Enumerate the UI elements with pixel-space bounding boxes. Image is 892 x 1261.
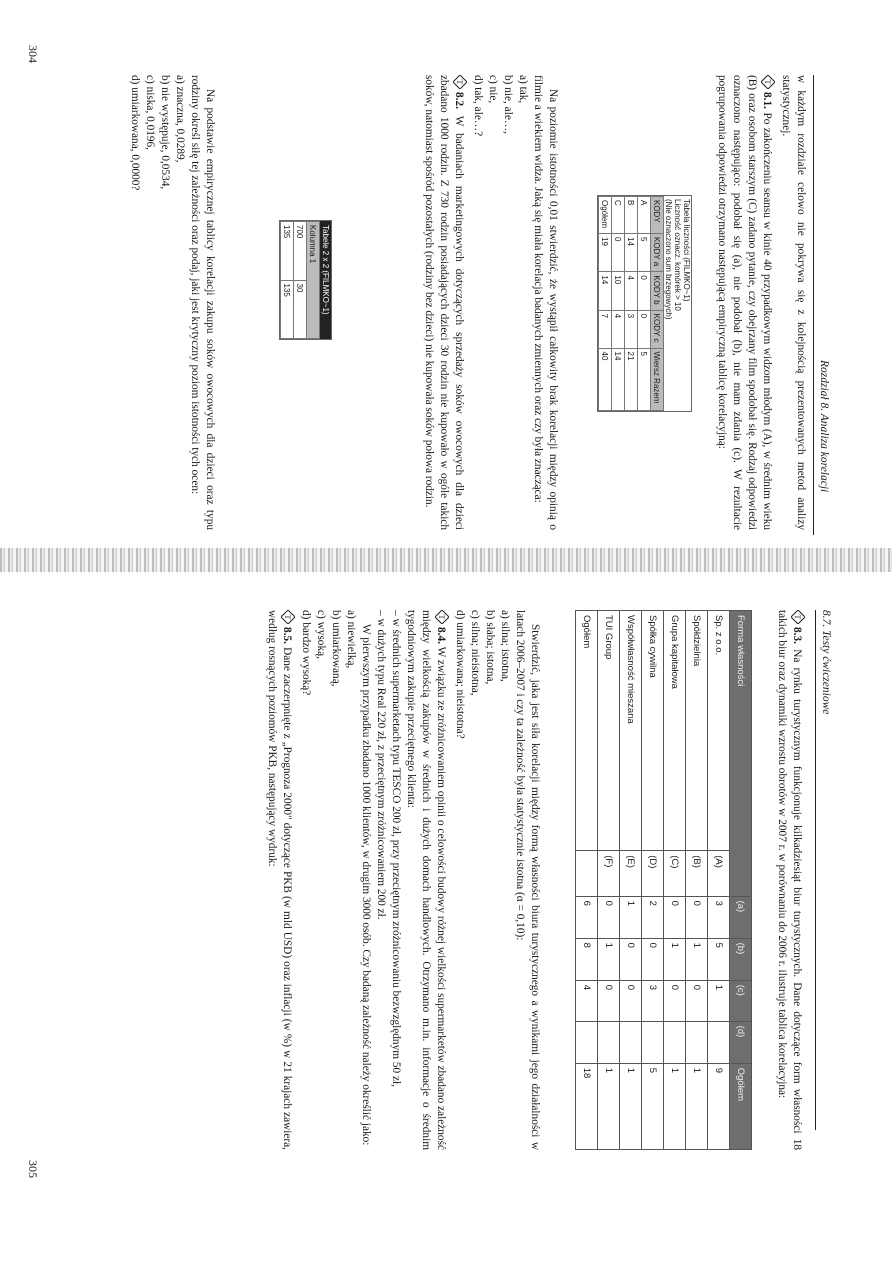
table-cell: (D) bbox=[642, 851, 664, 896]
table-cell: 0 bbox=[638, 272, 651, 310]
table-cell: (F) bbox=[598, 851, 620, 896]
table-cell: 4 bbox=[576, 980, 598, 1021]
bullet-item: – w dużych typu Real 220 zł, z przeciętnym zróżnicowaniem 200 zł. bbox=[375, 610, 387, 920]
exercise-8-2 bbox=[421, 75, 467, 530]
option: c) wysoką, bbox=[315, 610, 327, 659]
table-header-cell: Forma własności bbox=[730, 611, 752, 897]
table-cell: 3 bbox=[708, 896, 730, 938]
table-cell: 0 bbox=[664, 980, 686, 1021]
table-cell: Grupa kapitałowa bbox=[664, 611, 686, 851]
exercise-text-continued: W pierwszym przypadku zbadano 1000 klientów, w drugim 3000 osób. Czy badaną zależność należy określić jako: bbox=[360, 624, 372, 1146]
table-cell: 0 bbox=[598, 980, 620, 1021]
table-header-cell: (a) bbox=[730, 896, 752, 938]
table-cell: 1 bbox=[686, 938, 708, 980]
table-cell bbox=[576, 851, 598, 896]
exercise-text: Na rynku turystycznym funkcjonuje kilkadziesiąt biur turystycznych. Dane dotyczące form własności 18 takich biur oraz dynamiki wzrostu obrotów w 2007 r. w porównaniu do 2006 r. ilustruje tablica korelacyjna: bbox=[776, 610, 803, 1150]
table-cell bbox=[686, 1021, 708, 1063]
exercise-marker-icon bbox=[435, 610, 449, 624]
table-cell: Spółka cywilna bbox=[642, 611, 664, 851]
table-cell: 2 bbox=[642, 896, 664, 938]
table-cell: A bbox=[638, 197, 651, 234]
option: a) silna; istotna, bbox=[499, 610, 511, 682]
table-cell: 1 bbox=[686, 1063, 708, 1149]
exercise-text: Dane zaczerpnięte z „Prognoza 2000" dotyczące PKB (w mld USD) oraz inflacji (w %) w 21 krajach zawiera, według rosnących poziomów PKB, następujący wydruk: bbox=[266, 610, 293, 1151]
table-cell: 0 bbox=[620, 980, 642, 1021]
table-cell bbox=[708, 1021, 730, 1063]
table-cell: 1 bbox=[664, 938, 686, 980]
table-cell bbox=[598, 1021, 620, 1063]
table-header-cell: (c) bbox=[730, 980, 752, 1021]
table-cell: 18 bbox=[576, 1063, 598, 1149]
table-header-cell: (d) bbox=[730, 1021, 752, 1063]
left-text-column-lower bbox=[421, 75, 560, 530]
table-cell: 0 bbox=[612, 234, 625, 272]
exercise-marker-icon bbox=[761, 75, 775, 89]
option: d) tak, ale…? bbox=[472, 75, 484, 137]
table-row bbox=[598, 611, 620, 1150]
exercise-marker-icon bbox=[281, 610, 295, 624]
table-header-cell: KODY a bbox=[651, 234, 664, 272]
two-by-two-table-window bbox=[279, 220, 332, 340]
table-cell: 8 bbox=[576, 938, 598, 980]
table-cell: 14 bbox=[599, 272, 612, 310]
table-cell: 135 bbox=[281, 280, 294, 339]
table-cell: 1 bbox=[598, 938, 620, 980]
table-header-cell: Ogółem bbox=[730, 1063, 752, 1149]
table-cell: 40 bbox=[599, 348, 612, 411]
table-note: (Nie oznaczono sum brzegowych) bbox=[664, 199, 673, 320]
exercise-marker-icon bbox=[791, 610, 805, 624]
exercise-text: W związku ze zróżnicowaniem opinii o celowości budowy różnej wielkości supermarketów zbadano zależność między wielkością zakupów w średnich i dużych domach handlowych. Otrzymano m.in. informacje o średnim tygodniowym zakupie przeciętnego klienta: bbox=[405, 610, 447, 1150]
left-text-column bbox=[714, 75, 808, 530]
table-cell: 0 bbox=[664, 896, 686, 938]
option: b) umiarkowaną, bbox=[330, 610, 342, 687]
table-cell: 7 bbox=[599, 310, 612, 348]
option: d) umiarkowana; nieistotna? bbox=[454, 610, 466, 739]
table-header-cell: Wiersz Razem bbox=[651, 348, 664, 411]
table-cell: (C) bbox=[664, 851, 686, 896]
table-cell: (E) bbox=[620, 851, 642, 896]
exercise-number: 8.4. bbox=[435, 627, 447, 644]
option: a) niewielką, bbox=[345, 610, 357, 669]
table-cell: 30 bbox=[294, 280, 307, 339]
table-cell: 1 bbox=[598, 1063, 620, 1149]
exercise-marker-icon bbox=[453, 75, 467, 89]
table-header-cell: KODY b bbox=[651, 272, 664, 310]
exercise-number: 8.2. bbox=[453, 92, 465, 109]
table-cell: C bbox=[612, 197, 625, 234]
table-cell: 0 bbox=[642, 938, 664, 980]
question-8-2: Na podstawie empirycznej tablicy korelacji zakupu soków owocowych dla dzieci oraz typu rodziny określ siłę tej zależności oraz podaj, jaki jest krytyczny poziom istotności tych ocen: bbox=[189, 75, 216, 530]
exercise-text: W badaniach marketingowych dotyczących sprzedaży soków owocowych dla dzieci zbadano 1000 rodzin. Z 730 rodzin posiadających dzieci 30 rodzin nie kupowało w ogóle takich soków, natomiast spośród pozostałych (rodziny bez dzieci) nie kupowała soków połowa rodzin. bbox=[423, 75, 465, 530]
table-cell: Ogółem bbox=[599, 197, 612, 234]
option: d) bardzo wysoką? bbox=[300, 610, 312, 696]
table-header-cell: (b) bbox=[730, 938, 752, 980]
table-cell: 4 bbox=[612, 310, 625, 348]
table-header-cell: KODY bbox=[651, 197, 664, 234]
table-cell: 5 bbox=[642, 1063, 664, 1149]
option: b) nie, ale…, bbox=[502, 75, 514, 134]
table-header-cell: KODY c bbox=[651, 310, 664, 348]
table-cell: TUI Group bbox=[598, 611, 620, 851]
table-cell: 0 bbox=[686, 980, 708, 1021]
exercise-8-3 bbox=[774, 610, 805, 1150]
table-row bbox=[708, 611, 730, 1150]
header-rule bbox=[813, 75, 814, 535]
table-cell bbox=[576, 1021, 598, 1063]
table-cell: 19 bbox=[599, 234, 612, 272]
running-header: Rozdział 8. Analiza korelacji bbox=[818, 360, 830, 493]
exercise-text: Po zakończeniu seansu w kinie 40 przypadkowym widzom młodym (A), w średnim wieku (B) oraz osobom starszym (C) zadano pytanie, czy obejrzany film spodobał się. Rodzaj odpowiedzi oznaczono następująco: podobał się (a), nie podobał (b), nie mam zdania (c). W rezultacie pogrupowania odpowiedzi otrzymano następującą empiryczną tablicę korelacyjną: bbox=[716, 75, 773, 530]
table-cell: 5 bbox=[638, 234, 651, 272]
svg-text:T: T bbox=[793, 614, 802, 620]
svg-text:T: T bbox=[763, 79, 772, 85]
table-cell bbox=[664, 1021, 686, 1063]
exercise-8-1 bbox=[714, 75, 775, 530]
right-text-column bbox=[774, 610, 808, 1150]
table-title: Tabela liczności (FILMKO~1) bbox=[682, 199, 691, 302]
table-cell: Ogółem bbox=[576, 611, 598, 851]
exercise-8-4 bbox=[403, 610, 449, 1150]
svg-text:T: T bbox=[283, 614, 292, 620]
table-row bbox=[612, 197, 625, 411]
table-cell: 5 bbox=[638, 348, 651, 411]
table-cell: 14 bbox=[612, 348, 625, 411]
exercise-number: 8.5. bbox=[281, 627, 293, 644]
table-cell: 1 bbox=[708, 980, 730, 1021]
option: b) nie występuje, 0,0534, bbox=[159, 75, 171, 190]
table-cell: 3 bbox=[642, 980, 664, 1021]
table-row bbox=[686, 611, 708, 1150]
table-cell: 1 bbox=[664, 1063, 686, 1149]
exercise-number: 8.1. bbox=[761, 92, 773, 109]
table-cell: 4 bbox=[625, 272, 638, 310]
table-cell: Spółdzielnia bbox=[686, 611, 708, 851]
table-cell: 0 bbox=[638, 310, 651, 348]
table-cell: 0 bbox=[686, 896, 708, 938]
table-cell: 0 bbox=[620, 938, 642, 980]
table-cell: 135 bbox=[281, 222, 294, 281]
table-cell: Współwłasność mieszana bbox=[620, 611, 642, 851]
option: b) słaba; istotna, bbox=[484, 610, 496, 685]
window-title: Tabele 2 x 2 (FILMKO~1) bbox=[320, 221, 331, 339]
option: c) nie, bbox=[487, 75, 499, 104]
table-cell: (B) bbox=[686, 851, 708, 896]
correlation-table-8-3 bbox=[575, 610, 752, 1150]
table-header-row bbox=[730, 611, 752, 1150]
table-cell: 1 bbox=[620, 1063, 642, 1149]
table-cell: 5 bbox=[708, 938, 730, 980]
table-row bbox=[642, 611, 664, 1150]
option: a) znaczna, 0,0289, bbox=[174, 75, 186, 163]
exercise-number: 8.3. bbox=[791, 627, 803, 644]
table-cell: 0 bbox=[598, 896, 620, 938]
svg-text:T: T bbox=[455, 79, 464, 85]
option: d) umiarkowana, 0,0000? bbox=[129, 75, 141, 191]
left-text-column-bottom bbox=[127, 75, 217, 530]
table-row bbox=[599, 197, 612, 411]
table-cell: 14 bbox=[625, 234, 638, 272]
header-rule bbox=[815, 610, 816, 1130]
right-text-column-lower bbox=[264, 610, 542, 1150]
option: a) tak, bbox=[517, 75, 529, 104]
table-row bbox=[620, 611, 642, 1150]
option: c) silna; nieistotna, bbox=[469, 610, 481, 696]
intro-paragraph: w każdym rozdziale celowo nie pokrywa się z kolejnością prezentowanych metod analizy statystycznej. bbox=[780, 75, 807, 530]
svg-text:T: T bbox=[437, 614, 446, 620]
page-number: 304 bbox=[26, 45, 40, 63]
table-cell: (A) bbox=[708, 851, 730, 896]
table-cell: 9 bbox=[708, 1063, 730, 1149]
table-cell: 6 bbox=[576, 896, 598, 938]
table-row bbox=[664, 611, 686, 1150]
bullet-item: – w średnich supermarketach typu TESCO 200 zł, przy przeciętnym zróżnicowaniu bezwzględnym 50 zł, bbox=[390, 610, 402, 1087]
option: c) niska, 0,0196, bbox=[144, 75, 156, 150]
exercise-8-5 bbox=[264, 610, 295, 1150]
table-cell bbox=[620, 1021, 642, 1063]
table-cell: 10 bbox=[612, 272, 625, 310]
frequency-table-window bbox=[597, 195, 692, 412]
table-total-row bbox=[576, 611, 598, 1150]
running-header: 8.7. Testy ćwiczeniowe bbox=[820, 610, 832, 715]
table-cell: B bbox=[625, 197, 638, 234]
table-cell bbox=[642, 1021, 664, 1063]
table-note: Liczność oznacz. komórek > 10 bbox=[673, 199, 682, 311]
question-8-1: Na poziomie istotności 0,01 stwierdzić, że wystąpił całkowity brak korelacji między opinią o filmie a wiekiem widza. Jaką się miała korelacja badanych zmiennych oraz czy była znacząca: bbox=[532, 75, 559, 530]
table-row bbox=[625, 197, 638, 411]
left-page bbox=[0, 0, 892, 540]
book-spine-shadow bbox=[0, 548, 892, 572]
table-cell: 700 bbox=[294, 222, 307, 281]
table-cell: 3 bbox=[625, 310, 638, 348]
question-8-3: Stwierdzić, jaka jest siła korelacji między formą własności biura turystycznego a wynikami jego działalności w latach 2006–2007 i czy ta zależność była statystycznie istotna (α = 0,10): bbox=[514, 610, 541, 1150]
right-page bbox=[0, 580, 892, 1220]
table-cell: 21 bbox=[625, 348, 638, 411]
page-number: 305 bbox=[26, 1160, 40, 1178]
table-cell: 1 bbox=[620, 896, 642, 938]
table-cell: Sp. z o.o. bbox=[708, 611, 730, 851]
table-header-cell: Kolumna 1 bbox=[307, 222, 320, 339]
table-row bbox=[638, 197, 651, 411]
